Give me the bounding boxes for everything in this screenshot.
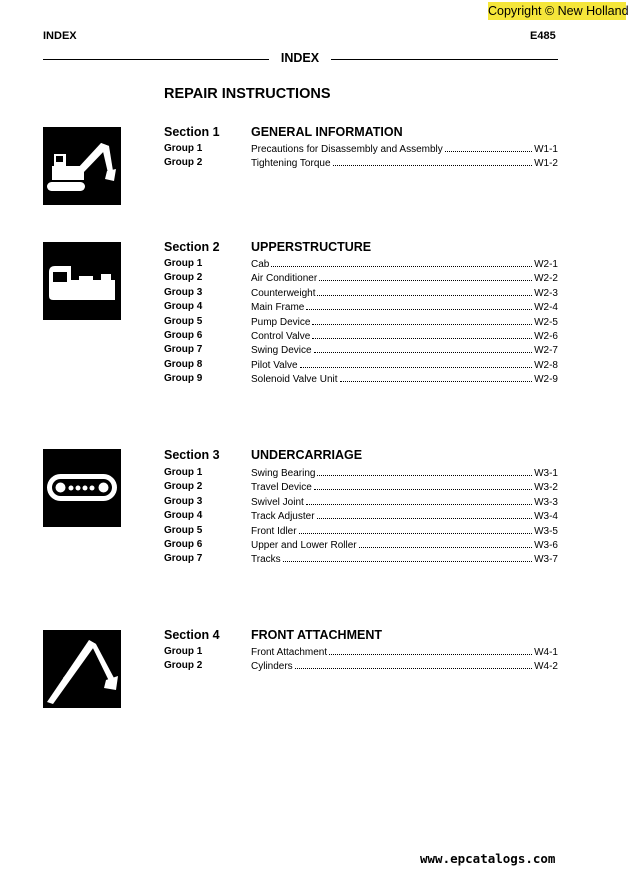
index-row xyxy=(164,343,558,357)
entry-name: Air Conditioner xyxy=(251,273,318,285)
entry-page: W2-4 xyxy=(534,302,558,314)
group-label: Group 2 xyxy=(164,481,203,493)
group-label: Group 3 xyxy=(164,495,203,507)
entry-name: Travel Device xyxy=(251,482,312,494)
index-row xyxy=(164,257,558,271)
leader-dots xyxy=(271,257,532,267)
entry-page: W2-5 xyxy=(534,316,558,328)
section-title: GENERAL INFORMATION xyxy=(251,125,403,139)
upperstructure-icon xyxy=(43,242,121,320)
group-label: Group 2 xyxy=(164,272,203,284)
section-title: UNDERCARRIAGE xyxy=(251,448,363,462)
entry-page: W3-1 xyxy=(534,468,558,479)
leader-dots xyxy=(340,372,533,382)
entry-page: W3-7 xyxy=(534,554,558,566)
group-label: Group 3 xyxy=(164,286,203,298)
entry-page: W2-3 xyxy=(534,287,558,299)
entry-page: W2-7 xyxy=(534,345,558,357)
leader-dots xyxy=(329,645,532,655)
group-label: Group 1 xyxy=(164,143,203,154)
entry-page: W4-2 xyxy=(534,661,558,673)
leader-dots xyxy=(314,343,533,353)
entry-page: W4-1 xyxy=(534,647,558,658)
group-label: Group 6 xyxy=(164,538,203,550)
leader-dots xyxy=(299,524,533,534)
entry-page: W3-5 xyxy=(534,525,558,537)
entry-name: Counterweight xyxy=(251,287,316,299)
header-left: INDEX xyxy=(43,30,77,42)
entry-page: W2-2 xyxy=(534,273,558,285)
group-label: Group 5 xyxy=(164,524,203,536)
entry-page: W3-2 xyxy=(534,482,558,494)
entry-name: Cylinders xyxy=(251,661,293,673)
entry-page: W1-2 xyxy=(534,158,558,170)
header-rule-right xyxy=(331,59,558,60)
page-title: REPAIR INSTRUCTIONS xyxy=(164,86,331,102)
index-row xyxy=(164,300,558,314)
group-label: Group 6 xyxy=(164,329,203,341)
excavator-icon xyxy=(43,127,121,205)
copyright-badge: Copyright © New Holland xyxy=(488,4,629,18)
group-label: Group 1 xyxy=(164,646,203,657)
boom-arm-icon xyxy=(43,630,121,708)
entry-page: W2-1 xyxy=(534,259,558,270)
section-label: Section 1 xyxy=(164,125,220,139)
leader-dots xyxy=(445,142,532,152)
leader-dots xyxy=(317,466,532,476)
header-center-title: INDEX xyxy=(280,51,320,65)
entry-name: Main Frame xyxy=(251,302,305,314)
index-row xyxy=(164,142,558,156)
entry-name: Solenoid Valve Unit xyxy=(251,374,338,386)
index-row xyxy=(164,271,558,285)
index-row xyxy=(164,329,558,343)
index-row xyxy=(164,524,558,538)
entry-name: Pump Device xyxy=(251,316,311,328)
leader-dots xyxy=(295,659,532,669)
group-label: Group 5 xyxy=(164,315,203,327)
leader-dots xyxy=(306,300,532,310)
index-row xyxy=(164,466,558,480)
entry-name: Tracks xyxy=(251,554,281,566)
index-row xyxy=(164,156,558,170)
leader-dots xyxy=(317,286,532,296)
group-label: Group 4 xyxy=(164,301,203,313)
index-row xyxy=(164,495,558,509)
entry-page: W3-4 xyxy=(534,511,558,523)
group-label: Group 9 xyxy=(164,373,203,385)
entry-page: W3-6 xyxy=(534,539,558,551)
header-right: E485 xyxy=(530,30,556,42)
group-label: Group 7 xyxy=(164,344,203,356)
entry-name: Precautions for Disassembly and Assembly xyxy=(251,144,443,155)
group-label: Group 2 xyxy=(164,157,203,169)
entry-page: W2-6 xyxy=(534,330,558,342)
index-row xyxy=(164,480,558,494)
index-row xyxy=(164,659,558,673)
entry-name: Upper and Lower Roller xyxy=(251,539,357,551)
entry-page: W1-1 xyxy=(534,144,558,155)
entry-name: Front Attachment xyxy=(251,647,328,658)
index-row xyxy=(164,645,558,659)
section-title: UPPERSTRUCTURE xyxy=(251,240,372,254)
entry-name: Front Idler xyxy=(251,525,297,537)
entry-name: Cab xyxy=(251,259,270,270)
entry-name: Tightening Torque xyxy=(251,158,331,170)
index-row xyxy=(164,509,558,523)
entry-name: Control Valve xyxy=(251,330,311,342)
entry-name: Pilot Valve xyxy=(251,359,298,371)
group-label: Group 1 xyxy=(164,467,203,478)
track-icon xyxy=(43,449,121,527)
leader-dots xyxy=(333,156,533,166)
entry-page: W2-8 xyxy=(534,359,558,371)
group-label: Group 2 xyxy=(164,660,203,672)
index-row xyxy=(164,552,558,566)
header-rule-left xyxy=(43,59,269,60)
entry-page: W3-3 xyxy=(534,496,558,508)
group-label: Group 8 xyxy=(164,358,203,370)
leader-dots xyxy=(312,315,532,325)
section-label: Section 4 xyxy=(164,628,220,642)
leader-dots xyxy=(317,509,533,519)
index-row xyxy=(164,358,558,372)
entry-name: Swivel Joint xyxy=(251,496,304,508)
leader-dots xyxy=(314,480,532,490)
group-label: Group 4 xyxy=(164,510,203,522)
group-label: Group 1 xyxy=(164,258,203,269)
leader-dots xyxy=(312,329,532,339)
entry-name: Swing Bearing xyxy=(251,468,316,479)
entry-name: Track Adjuster xyxy=(251,511,315,523)
section-title: FRONT ATTACHMENT xyxy=(251,628,382,642)
leader-dots xyxy=(300,358,533,368)
footer-url[interactable]: www.epcatalogs.com xyxy=(420,851,556,866)
leader-dots xyxy=(319,271,532,281)
index-row xyxy=(164,372,558,386)
index-row xyxy=(164,315,558,329)
group-label: Group 7 xyxy=(164,553,203,565)
leader-dots xyxy=(283,552,532,562)
index-row xyxy=(164,286,558,300)
section-label: Section 2 xyxy=(164,240,220,254)
leader-dots xyxy=(359,538,532,548)
entry-name: Swing Device xyxy=(251,345,312,357)
leader-dots xyxy=(306,495,532,505)
section-label: Section 3 xyxy=(164,448,220,462)
index-row xyxy=(164,538,558,552)
entry-page: W2-9 xyxy=(534,374,558,386)
